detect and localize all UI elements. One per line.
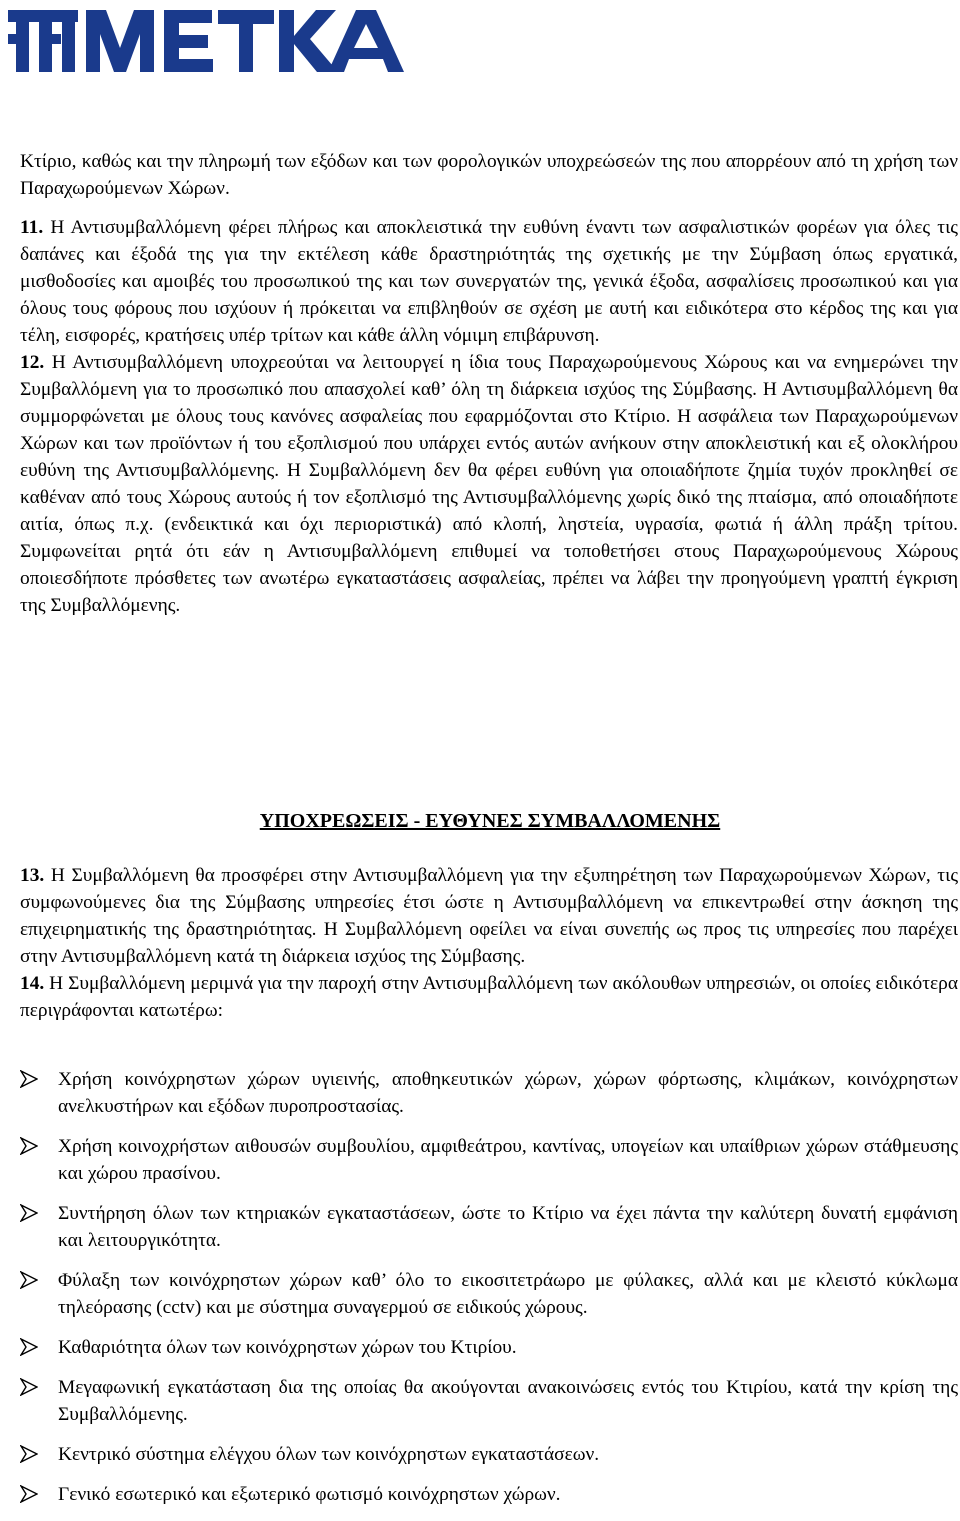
arrowhead-bullet-icon bbox=[20, 1338, 38, 1356]
clause-14 bbox=[20, 970, 958, 1024]
arrowhead-bullet-icon bbox=[20, 1271, 38, 1289]
arrowhead-bullet-icon bbox=[20, 1378, 38, 1396]
clause-11 bbox=[20, 214, 958, 349]
list-item bbox=[20, 1441, 958, 1468]
list-item bbox=[20, 1374, 958, 1428]
list-item-text: Συντήρηση όλων των κτηριακών εγκαταστάσεων, ώστε το Κτίριο να έχει πάντα την καλύτερη δυνατή εμφάνιση και λειτουργικότητα. bbox=[58, 1203, 958, 1251]
list-item bbox=[20, 1066, 958, 1120]
list-item-text: Χρήση κοινοχρήστων αιθουσών συμβουλίου, αμφιθεάτρου, καντίνας, υπογείων και υπαίθριων χώρων στάθμευσης και χώρου πρασίνου. bbox=[58, 1136, 958, 1184]
list-item-text: Κεντρικό σύστημα ελέγχου όλων των κοινόχρηστων εγκαταστάσεων. bbox=[58, 1444, 600, 1465]
arrowhead-bullet-icon bbox=[20, 1137, 38, 1155]
intro-paragraph: Κτίριο, καθώς και την πληρωμή των εξόδων και των φορολογικών υποχρεώσεών της που απορρέουν από τη χρήση των Παραχωρούμενων Χώρων. bbox=[20, 151, 958, 199]
list-item bbox=[20, 1267, 958, 1321]
list-item-text: Γενικό εσωτερικό και εξωτερικό φωτισμό κοινόχρηστων χώρων. bbox=[58, 1484, 561, 1505]
list-item-text: Χρήση κοινόχρηστων χώρων υγιεινής, αποθηκευτικών χώρων, χώρων φόρτωσης, κλιμάκων, κοινόχρηστων ανελκυστήρων και εξόδων πυροπροστασίας. bbox=[58, 1069, 958, 1117]
section-heading: ΥΠΟΧΡΕΩΣΕΙΣ - ΕΥΘΥΝΕΣ ΣΥΜΒΑΛΛΟΜΕΝΗΣ bbox=[259, 810, 721, 832]
clause-text: Η Αντισυμβαλλόμενη υποχρεούται να λειτουργεί η ίδια τους Παραχωρούμενους Χώρους και να ενημερώνει την Συμβαλλόμενη για το προσωπικό που απασχολεί καθ’ όλη τη διάρκεια ισχύος της Σύμβασης. Η Αντισυμβαλλόμενη θα συμμορφώνεται με όλους τους κανόνες ασφαλείας που εφαρμόζονται στο Κτίριο. Η ασφάλεια των Παραχωρούμενων Χώρων και των προϊόντων ή του εξοπλισμού που υπάρχει εντός αυτών ανήκουν στην αποκλειστική και εξ ολοκλήρου ευθύνη της Αντισυμβαλλόμενης. Η Συμβαλλόμενη δεν θα φέρει ευθύνη για οποιαδήποτε ζημία τυχόν προκληθεί σε καθέναν από τους Χώρους αυτούς ή τον εξοπλισμό της Αντισυμβαλλόμενης χωρίς δικό της πταίσμα, από οποιαδήποτε αιτία, όπως π.χ. (ενδεικτικά και όχι περιοριστικά) από κλοπή, ληστεία, υγρασία, φωτιά ή άλλη πράξη τρίτου. Συμφωνείται ρητά ότι εάν η Αντισυμβαλλόμενη επιθυμεί να τοποθετήσει στους Παραχωρούμενους Χώρους οποιεσδήποτε πρόσθετες των ανωτέρω εγκαταστάσεις ασφαλείας, πρέπει να λάβει την προηγούμενη γραπτή έγκριση της Συμβαλλόμενης. bbox=[20, 352, 958, 616]
clause-number: 12. bbox=[20, 352, 45, 373]
list-item-text: Φύλαξη των κοινόχρηστων χώρων καθ’ όλο το εικοσιτετράωρο με φύλακες, αλλά και με κλειστό κύκλωμα τηλεόρασης (cctv) και με σύστημα συναγερμού σε ειδικούς χώρους. bbox=[58, 1270, 958, 1318]
clause-13 bbox=[20, 862, 958, 970]
list-item bbox=[20, 1133, 958, 1187]
arrowhead-bullet-icon bbox=[20, 1445, 38, 1463]
list-item-text: Καθαριότητα όλων των κοινόχρηστων χώρων του Κτιρίου. bbox=[58, 1337, 517, 1358]
document-body-2 bbox=[20, 862, 958, 1024]
list-item-text: Μεγαφωνική εγκατάσταση δια της οποίας θα ακούγονται ανακοινώσεις εντός του Κτιρίου, κατά την κρίση της Συμβαλλόμενης. bbox=[58, 1377, 958, 1425]
arrowhead-bullet-icon bbox=[20, 1070, 38, 1088]
list-item bbox=[20, 1334, 958, 1361]
clause-number: 14. bbox=[20, 973, 45, 994]
clause-number: 11. bbox=[20, 217, 44, 238]
list-item bbox=[20, 1200, 958, 1254]
arrowhead-bullet-icon bbox=[20, 1485, 38, 1503]
document-body bbox=[20, 148, 958, 619]
clause-text: Η Αντισυμβαλλόμενη φέρει πλήρως και αποκλειστικά την ευθύνη έναντι των ασφαλιστικών φορέων για όλες τις δαπάνες και έξοδά της για την εκτέλεση κάθε δραστηριότητάς της σχετικής με την Σύμβαση όπως εργατικά, μισθοδοσίες και αμοιβές του προσωπικού της και των συνεργατών της, γενικά έξοδα, ασφαλίσεις προσωπικού και για όλους τους φόρους που ισχύουν ή πρόκειται να επιβληθούν σε σχέση με αυτή και ειδικότερα στο κέρδος της και για τέλη, εισφορές, κρατήσεις υπέρ τρίτων και κάθε άλλη νόμιμη επιβάρυνση. bbox=[20, 217, 958, 346]
clause-number: 13. bbox=[20, 865, 45, 886]
services-list bbox=[20, 1066, 958, 1521]
clause-text: Η Συμβαλλόμενη μεριμνά για την παροχή στην Αντισυμβαλλόμενη των ακόλουθων υπηρεσιών, οι οποίες ειδικότερα περιγράφονται κατωτέρω: bbox=[20, 973, 958, 1021]
clause-12 bbox=[20, 349, 958, 619]
list-item bbox=[20, 1481, 958, 1508]
clause-text: Η Συμβαλλόμενη θα προσφέρει στην Αντισυμβαλλόμενη για την εξυπηρέτηση των Παραχωρούμενων Χώρων, τις συμφωνούμενες δια της Σύμβασης υπηρεσίες έτσι ώστε η Αντισυμβαλλόμενη να επικεντρωθεί στην άσκηση της επιχειρηματικής της δραστηριότητας. Η Συμβαλλόμενη οφείλει να είναι συνεπής ως προς τις υπηρεσίες που παρέχει στην Αντισυμβαλλόμενη κατά τη διάρκεια ισχύος της Σύμβασης. bbox=[20, 865, 958, 967]
arrowhead-bullet-icon bbox=[20, 1204, 38, 1222]
metka-logo bbox=[6, 6, 426, 74]
